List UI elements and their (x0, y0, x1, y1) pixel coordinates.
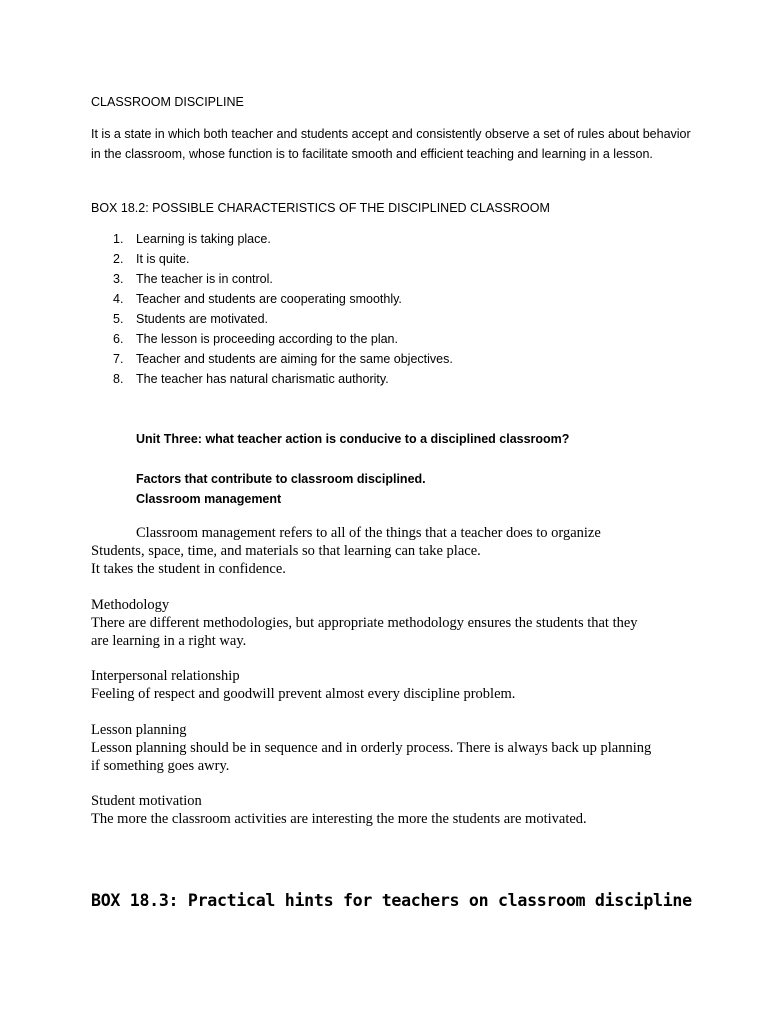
list-item (91, 349, 453, 369)
box-18-2-title: BOX 18.2: POSSIBLE CHARACTERISTICS OF THE DISCIPLINED CLASSROOM (91, 201, 550, 215)
document-heading: CLASSROOM DISCIPLINE (91, 95, 244, 109)
list-item-text: Learning is taking place. (136, 232, 271, 246)
student-motivation-section (91, 792, 731, 828)
classroom-management-paragraph (91, 524, 731, 578)
methodology-section (91, 596, 731, 650)
list-item (91, 249, 453, 269)
list-item-text: Teacher and students are cooperating smoothly. (136, 292, 402, 306)
list-item (91, 269, 453, 289)
section-title: Lesson planning (91, 722, 187, 738)
section-title: Methodology (91, 597, 170, 613)
paragraph-line: Classroom management refers to all of the things that a teacher does to organize (136, 525, 601, 541)
section-title: Student motivation (91, 793, 202, 809)
unit-three-question: Unit Three: what teacher action is conducive to a disciplined classroom? (136, 432, 570, 446)
section-line: if something goes awry. (91, 758, 230, 774)
section-line: There are different methodologies, but appropriate methodology ensures the students that they (91, 615, 638, 631)
section-line: The more the classroom activities are interesting the more the students are motivated. (91, 811, 587, 827)
factors-block (136, 469, 426, 509)
characteristics-list (91, 229, 453, 389)
list-item-number: 2. (113, 252, 124, 266)
section-line: Feeling of respect and goodwill prevent almost every discipline problem. (91, 686, 516, 702)
box-18-3-title: BOX 18.3: Practical hints for teachers on classroom discipline (91, 891, 692, 910)
list-item-number: 6. (113, 332, 124, 346)
list-item-number: 3. (113, 272, 124, 286)
list-item (91, 229, 453, 249)
definition-paragraph: It is a state in which both teacher and students accept and consistently observe a set of rules about behavior in the classroom, whose function is to facilitate smooth and efficient teaching and learning in a lesson. (91, 127, 691, 161)
list-item (91, 289, 453, 309)
section-line: Lesson planning should be in sequence and in orderly process. There is always back up planning (91, 740, 652, 756)
list-item-text: Teacher and students are aiming for the same objectives. (136, 352, 453, 366)
section-title: Interpersonal relationship (91, 668, 240, 684)
classroom-management-heading: Classroom management (136, 492, 282, 506)
lesson-planning-section (91, 721, 731, 775)
factors-heading: Factors that contribute to classroom disciplined. (136, 472, 426, 486)
interpersonal-section (91, 667, 731, 703)
list-item-number: 8. (113, 372, 124, 386)
section-line: are learning in a right way. (91, 633, 247, 649)
list-item (91, 369, 453, 389)
list-item-text: It is quite. (136, 252, 190, 266)
list-item-text: Students are motivated. (136, 312, 269, 326)
paragraph-line: Students, space, time, and materials so that learning can take place. (91, 543, 481, 559)
list-item (91, 309, 453, 329)
list-item-number: 5. (113, 312, 124, 326)
paragraph-line: It takes the student in confidence. (91, 561, 286, 577)
list-item-text: The lesson is proceeding according to the plan. (136, 332, 398, 346)
list-item-number: 7. (113, 352, 124, 366)
list-item-text: The teacher has natural charismatic authority. (136, 372, 389, 386)
list-item (91, 329, 453, 349)
list-item-text: The teacher is in control. (136, 272, 273, 286)
list-item-number: 1. (113, 232, 124, 246)
list-item-number: 4. (113, 292, 124, 306)
